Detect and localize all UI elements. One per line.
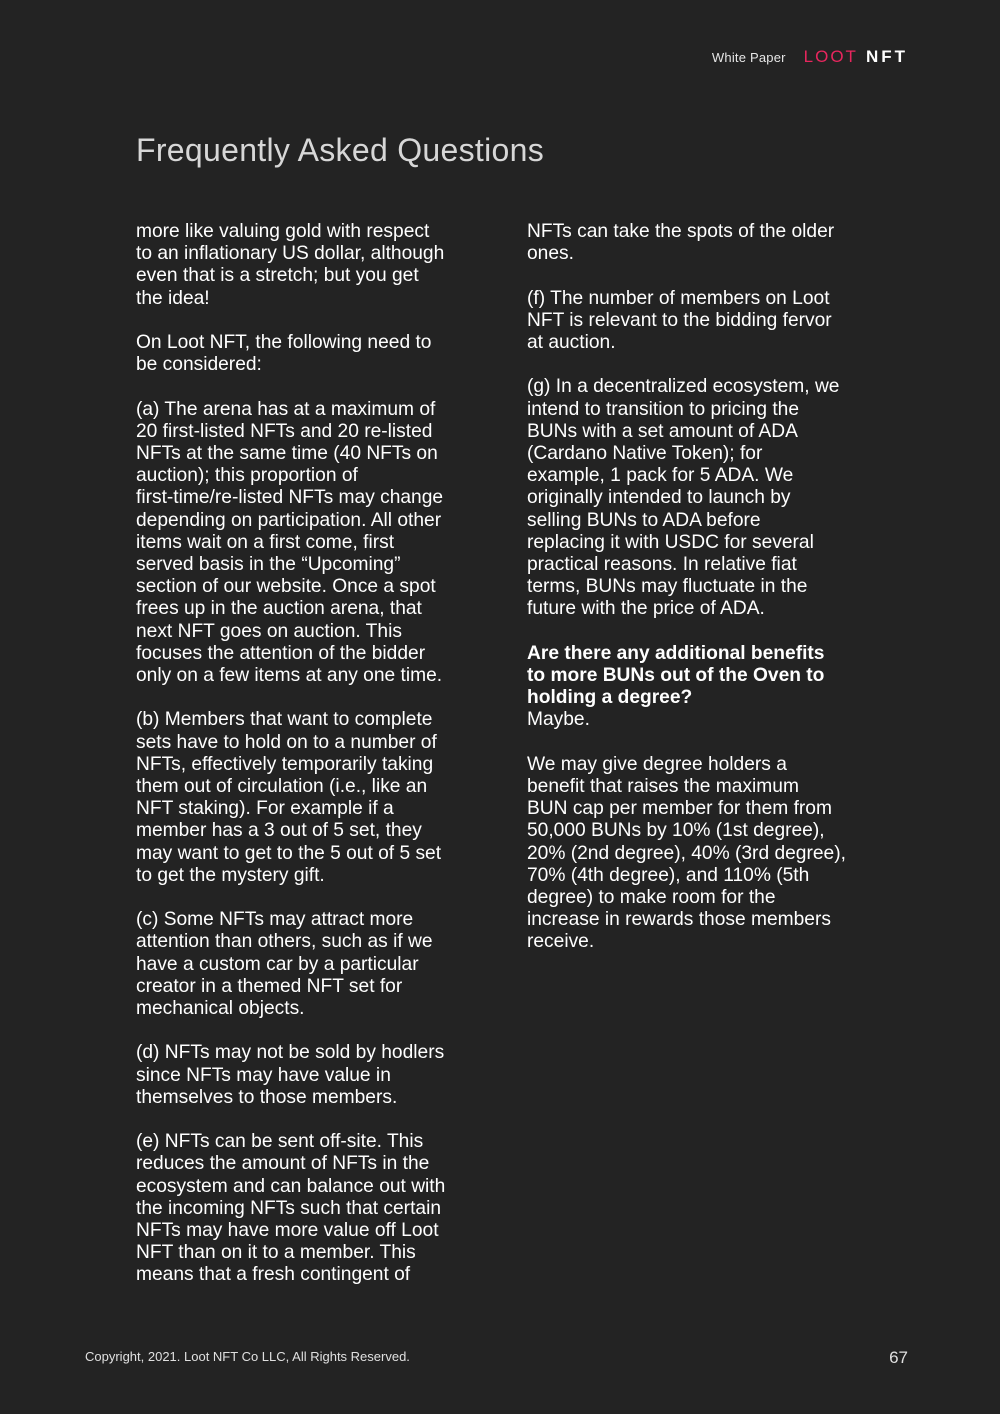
text-line: served basis in the “Upcoming” bbox=[136, 554, 401, 576]
paragraph bbox=[527, 288, 872, 355]
text-line: themselves to those members. bbox=[136, 1086, 398, 1108]
text-line: (d) NFTs may not be sold by hodlers bbox=[136, 1042, 445, 1064]
text-line: only on a few items at any one time. bbox=[136, 665, 443, 687]
faq-answer bbox=[527, 709, 872, 953]
text-line: section of our website. Once a spot bbox=[136, 576, 436, 598]
text-line: On Loot NFT, the following need to bbox=[136, 332, 432, 353]
text-line: be considered: bbox=[136, 354, 262, 376]
text-line: example, 1 pack for 5 ADA. We bbox=[527, 465, 794, 487]
text-line: NFT than on it to a member. This bbox=[136, 1242, 416, 1264]
text-line: We may give degree holders a bbox=[527, 753, 787, 775]
page-title: Frequently Asked Questions bbox=[136, 132, 545, 168]
text-line: creator in a themed NFT set for bbox=[136, 975, 403, 997]
text-line: have a custom car by a particular bbox=[136, 953, 419, 975]
page-header bbox=[712, 47, 908, 67]
text-line: mechanical objects. bbox=[136, 998, 305, 1020]
text-line: sets have to hold on to a number of bbox=[136, 731, 437, 753]
text-line: frees up in the auction arena, that bbox=[136, 598, 422, 620]
text-line: attention than others, such as if we bbox=[136, 931, 433, 953]
text-line: originally intended to launch by bbox=[527, 487, 791, 509]
page-number: 67 bbox=[889, 1348, 908, 1367]
paragraph bbox=[136, 909, 481, 1020]
logo-loot-text: LOOT bbox=[803, 47, 858, 66]
text-line: focuses the attention of the bidder bbox=[136, 642, 426, 664]
right-text-column bbox=[527, 221, 872, 976]
paragraph bbox=[136, 1131, 481, 1286]
text-line: auction); this proportion of bbox=[136, 465, 358, 487]
text-line: (b) Members that want to complete bbox=[136, 709, 433, 731]
text-line: practical reasons. In relative fiat bbox=[527, 554, 797, 576]
text-line: Maybe. bbox=[527, 709, 590, 731]
left-text-column bbox=[136, 221, 481, 1309]
text-line: even that is a stretch; but you get bbox=[136, 265, 419, 287]
text-line: NFT staking). For example if a bbox=[136, 798, 394, 820]
question-line: holding a degree? bbox=[527, 687, 693, 709]
text-line: 20 first-listed NFTs and 20 re-listed bbox=[136, 420, 433, 442]
text-line: (a) The arena has at a maximum of bbox=[136, 398, 436, 420]
footer-copyright: Copyright, 2021. Loot NFT Co LLC, All Rights Reserved. bbox=[85, 1349, 410, 1364]
text-line: NFTs, effectively temporarily taking bbox=[136, 753, 434, 775]
text-line: next NFT goes on auction. This bbox=[136, 620, 402, 642]
text-line: the idea! bbox=[136, 287, 210, 309]
text-line: future with the price of ADA. bbox=[527, 598, 765, 620]
text-line: NFTs may have more value off Loot bbox=[136, 1220, 439, 1242]
text-line: (f) The number of members on Loot bbox=[527, 287, 830, 309]
text-line: member has a 3 out of 5 set, they bbox=[136, 820, 422, 842]
text-line: may want to get to the 5 out of 5 set bbox=[136, 842, 442, 864]
text-line: them out of circulation (i.e., like an bbox=[136, 776, 428, 798]
header-label: White Paper bbox=[711, 49, 786, 65]
text-line: BUNs with a set amount of ADA bbox=[527, 420, 798, 442]
question-line: Are there any additional benefits bbox=[527, 642, 825, 664]
paragraph bbox=[527, 376, 872, 620]
paragraph bbox=[136, 1042, 481, 1109]
right-intro-paragraphs bbox=[527, 221, 872, 621]
text-line: 20% (2nd degree), 40% (3rd degree), bbox=[527, 842, 846, 864]
paragraph bbox=[527, 709, 872, 731]
paragraph bbox=[527, 221, 872, 265]
text-line: NFTs can take the spots of the older bbox=[527, 221, 835, 242]
logo-nft-text: NFT bbox=[865, 47, 908, 66]
paragraph bbox=[527, 754, 872, 954]
text-line: depending on participation. All other bbox=[136, 509, 442, 531]
text-line: (e) NFTs can be sent off-site. This bbox=[136, 1131, 424, 1153]
text-line: means that a fresh contingent of bbox=[136, 1264, 411, 1286]
text-line: increase in rewards those members bbox=[527, 909, 831, 931]
text-line: benefit that raises the maximum bbox=[527, 776, 799, 798]
text-line: (c) Some NFTs may attract more bbox=[136, 909, 414, 931]
text-line: ecosystem and can balance out with bbox=[136, 1175, 446, 1197]
text-line: replacing it with USDC for several bbox=[527, 531, 814, 553]
paragraph bbox=[136, 332, 481, 376]
text-line: terms, BUNs may fluctuate in the bbox=[527, 576, 808, 598]
text-line: NFTs at the same time (40 NFTs on bbox=[136, 443, 438, 464]
text-line: more like valuing gold with respect bbox=[136, 221, 430, 242]
text-line: (Cardano Native Token); for bbox=[527, 443, 763, 464]
text-line: 50,000 BUNs by 10% (1st degree), bbox=[527, 820, 825, 842]
text-line: ones. bbox=[527, 243, 574, 265]
text-line: 70% (4th degree), and 110% (5th bbox=[527, 864, 810, 886]
text-line: reduces the amount of NFTs in the bbox=[136, 1153, 430, 1175]
text-line: to get the mystery gift. bbox=[136, 864, 325, 886]
paragraph bbox=[136, 399, 481, 688]
text-line: at auction. bbox=[527, 332, 616, 353]
text-line: intend to transition to pricing the bbox=[527, 398, 799, 420]
text-line: the incoming NFTs such that certain bbox=[136, 1197, 442, 1219]
text-line: (g) In a decentralized ecosystem, we bbox=[527, 376, 840, 398]
text-line: BUN cap per member for them from bbox=[527, 798, 832, 820]
text-line: items wait on a first come, first bbox=[136, 531, 395, 553]
paragraph bbox=[136, 709, 481, 887]
paragraph bbox=[136, 221, 481, 310]
faq-question bbox=[527, 643, 872, 710]
text-line: degree) to make room for the bbox=[527, 887, 776, 909]
text-line: since NFTs may have value in bbox=[136, 1064, 391, 1086]
question-line: to more BUNs out of the Oven to bbox=[527, 665, 825, 687]
text-line: selling BUNs to ADA before bbox=[527, 509, 761, 531]
text-line: to an inflationary US dollar, although bbox=[136, 243, 445, 265]
text-line: NFT is relevant to the bidding fervor bbox=[527, 309, 832, 331]
text-line: first-time/re-listed NFTs may change bbox=[136, 487, 444, 509]
text-line: receive. bbox=[527, 931, 595, 953]
loot-nft-logo bbox=[804, 47, 908, 67]
